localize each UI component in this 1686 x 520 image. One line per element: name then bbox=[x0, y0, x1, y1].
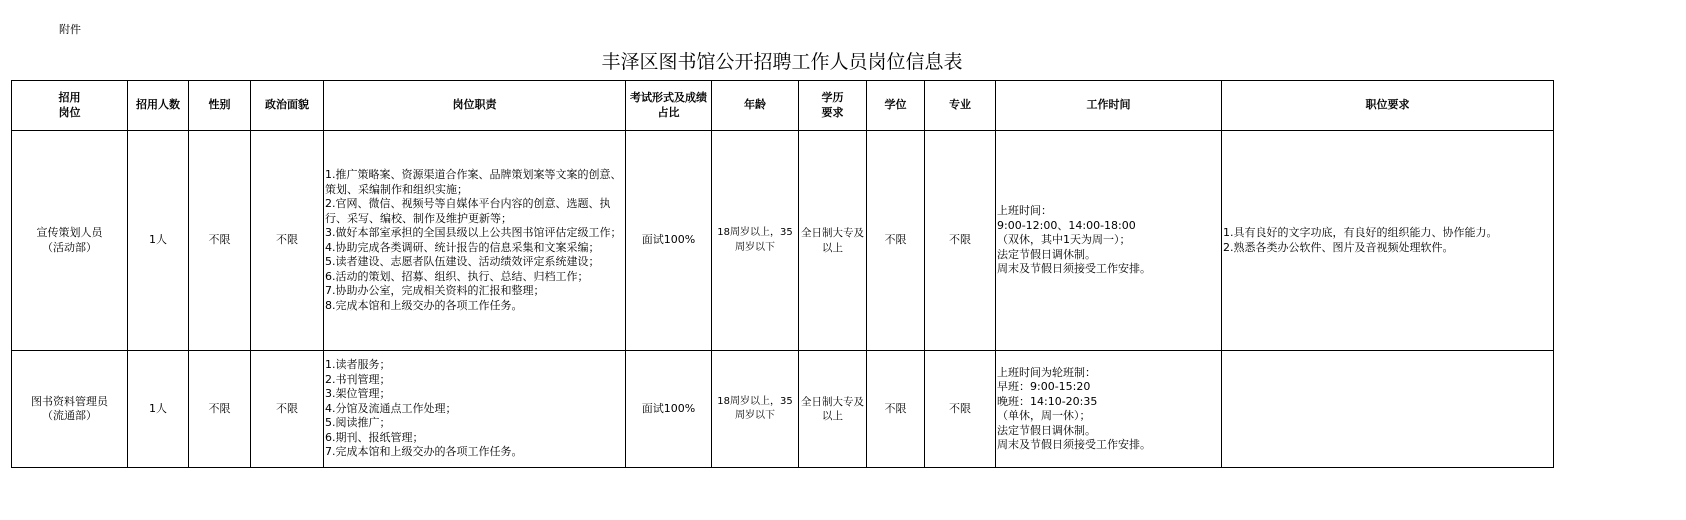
requirements-cell bbox=[1222, 351, 1554, 468]
duty-item: 1.读者服务； bbox=[325, 358, 391, 372]
political-status-cell: 不限 bbox=[251, 131, 324, 351]
header-political-status: 政治面貌 bbox=[251, 81, 324, 131]
requirement-item: 1.具有良好的文字功底，有良好的组织能力、协作能力。 bbox=[1223, 226, 1498, 239]
duties-cell bbox=[324, 351, 626, 468]
headcount-cell: 1人 bbox=[128, 131, 189, 351]
attachment-label: 附件 bbox=[59, 23, 81, 36]
table-row bbox=[12, 351, 1554, 468]
work-hours-line: （双休，其中1天为周一）； bbox=[997, 233, 1131, 247]
duty-item: 3.做好本部室承担的全国县级以上公共图书馆评估定级工作； bbox=[325, 226, 622, 239]
age-cell: 18周岁以上，35 周岁以下 bbox=[712, 351, 799, 468]
work-hours-line: 周末及节假日须接受工作安排。 bbox=[997, 262, 1151, 276]
political-status-cell: 不限 bbox=[251, 351, 324, 468]
duties-cell bbox=[324, 131, 626, 351]
work-hours-line: 上班时间： bbox=[997, 204, 1052, 218]
table-row bbox=[12, 131, 1554, 351]
requirements-cell bbox=[1222, 131, 1554, 351]
table-header-row bbox=[12, 81, 1554, 131]
duty-item: 6.活动的策划、招募、组织、执行、总结、归档工作； bbox=[325, 269, 589, 283]
job-info-table bbox=[11, 80, 1554, 468]
major-cell: 不限 bbox=[925, 351, 996, 468]
degree-cell: 不限 bbox=[867, 351, 925, 468]
work-hours-line: 周末及节假日须接受工作安排。 bbox=[997, 438, 1151, 451]
work-hours-cell bbox=[996, 351, 1222, 468]
header-major: 专业 bbox=[925, 81, 996, 131]
duty-item: 4.分馆及流通点工作处理； bbox=[325, 401, 457, 415]
duty-item: 2.书刊管理； bbox=[325, 372, 391, 386]
header-headcount: 招用人数 bbox=[128, 81, 189, 131]
duty-item: 7.完成本馆和上级交办的各项工作任务。 bbox=[325, 445, 523, 459]
work-hours-line: （单休，周一休）； bbox=[997, 409, 1091, 422]
work-hours-line: 上班时间为轮班制： bbox=[997, 365, 1096, 379]
gender-cell: 不限 bbox=[189, 351, 251, 468]
work-hours-line: 法定节假日调休制。 bbox=[997, 423, 1096, 437]
exam-cell: 面试100% bbox=[626, 351, 712, 468]
major-cell: 不限 bbox=[925, 131, 996, 351]
duty-item: 1.推广策略案、资源渠道合作案、品牌策划案等文案的创意、策划、采编制作和组织实施； bbox=[325, 168, 622, 196]
page-title: 丰泽区图书馆公开招聘工作人员岗位信息表 bbox=[601, 51, 963, 73]
education-cell: 全日制大专及 以上 bbox=[799, 131, 867, 351]
header-degree: 学位 bbox=[867, 81, 925, 131]
duty-item: 5.阅读推广； bbox=[325, 416, 391, 430]
duty-item: 7.协助办公室，完成相关资料的汇报和整理； bbox=[325, 284, 545, 297]
header-requirements: 职位要求 bbox=[1222, 81, 1554, 131]
duty-item: 2.官网、微信、视频号等自媒体平台内容的创意、选题、执行、采写、编校、制作及维护更新等； bbox=[325, 197, 611, 225]
header-exam: 考试形式及成绩 占比 bbox=[626, 81, 712, 131]
header-work-hours: 工作时间 bbox=[996, 81, 1222, 131]
work-hours-line: 早班：9:00-15:20 bbox=[997, 380, 1091, 393]
requirement-item: 2.熟悉各类办公软件、图片及音视频处理软件。 bbox=[1223, 240, 1454, 254]
work-hours-line: 9:00-12:00、14:00-18:00 bbox=[997, 218, 1136, 232]
headcount-cell: 1人 bbox=[128, 351, 189, 468]
duty-item: 8.完成本馆和上级交办的各项工作任务。 bbox=[325, 298, 523, 312]
position-department: （活动部） bbox=[42, 240, 97, 254]
age-cell: 18周岁以上，35 周岁以下 bbox=[712, 131, 799, 351]
work-hours-line: 法定节假日调休制。 bbox=[997, 247, 1096, 261]
duty-item: 6.期刊、报纸管理； bbox=[325, 430, 424, 444]
header-gender: 性别 bbox=[189, 81, 251, 131]
degree-cell: 不限 bbox=[867, 131, 925, 351]
duty-item: 3.架位管理； bbox=[325, 387, 391, 401]
gender-cell: 不限 bbox=[189, 131, 251, 351]
header-duties: 岗位职责 bbox=[324, 81, 626, 131]
duty-item: 4.协助完成各类调研、统计报告的信息采集和文案采编； bbox=[325, 240, 600, 254]
header-education: 学历 要求 bbox=[799, 81, 867, 131]
position-cell bbox=[12, 351, 128, 468]
header-position: 招用 岗位 bbox=[12, 81, 128, 131]
exam-cell: 面试100% bbox=[626, 131, 712, 351]
work-hours-cell bbox=[996, 131, 1222, 351]
duty-item: 5.读者建设、志愿者队伍建设、活动绩效评定系统建设； bbox=[325, 255, 600, 268]
header-age: 年龄 bbox=[712, 81, 799, 131]
position-name: 宣传策划人员 bbox=[36, 226, 103, 239]
work-hours-line: 晚班：14:10-20:35 bbox=[997, 394, 1098, 408]
position-name: 图书资料管理员 bbox=[31, 394, 108, 408]
position-department: （流通部） bbox=[42, 409, 97, 422]
education-cell: 全日制大专及 以上 bbox=[799, 351, 867, 468]
position-cell bbox=[12, 131, 128, 351]
